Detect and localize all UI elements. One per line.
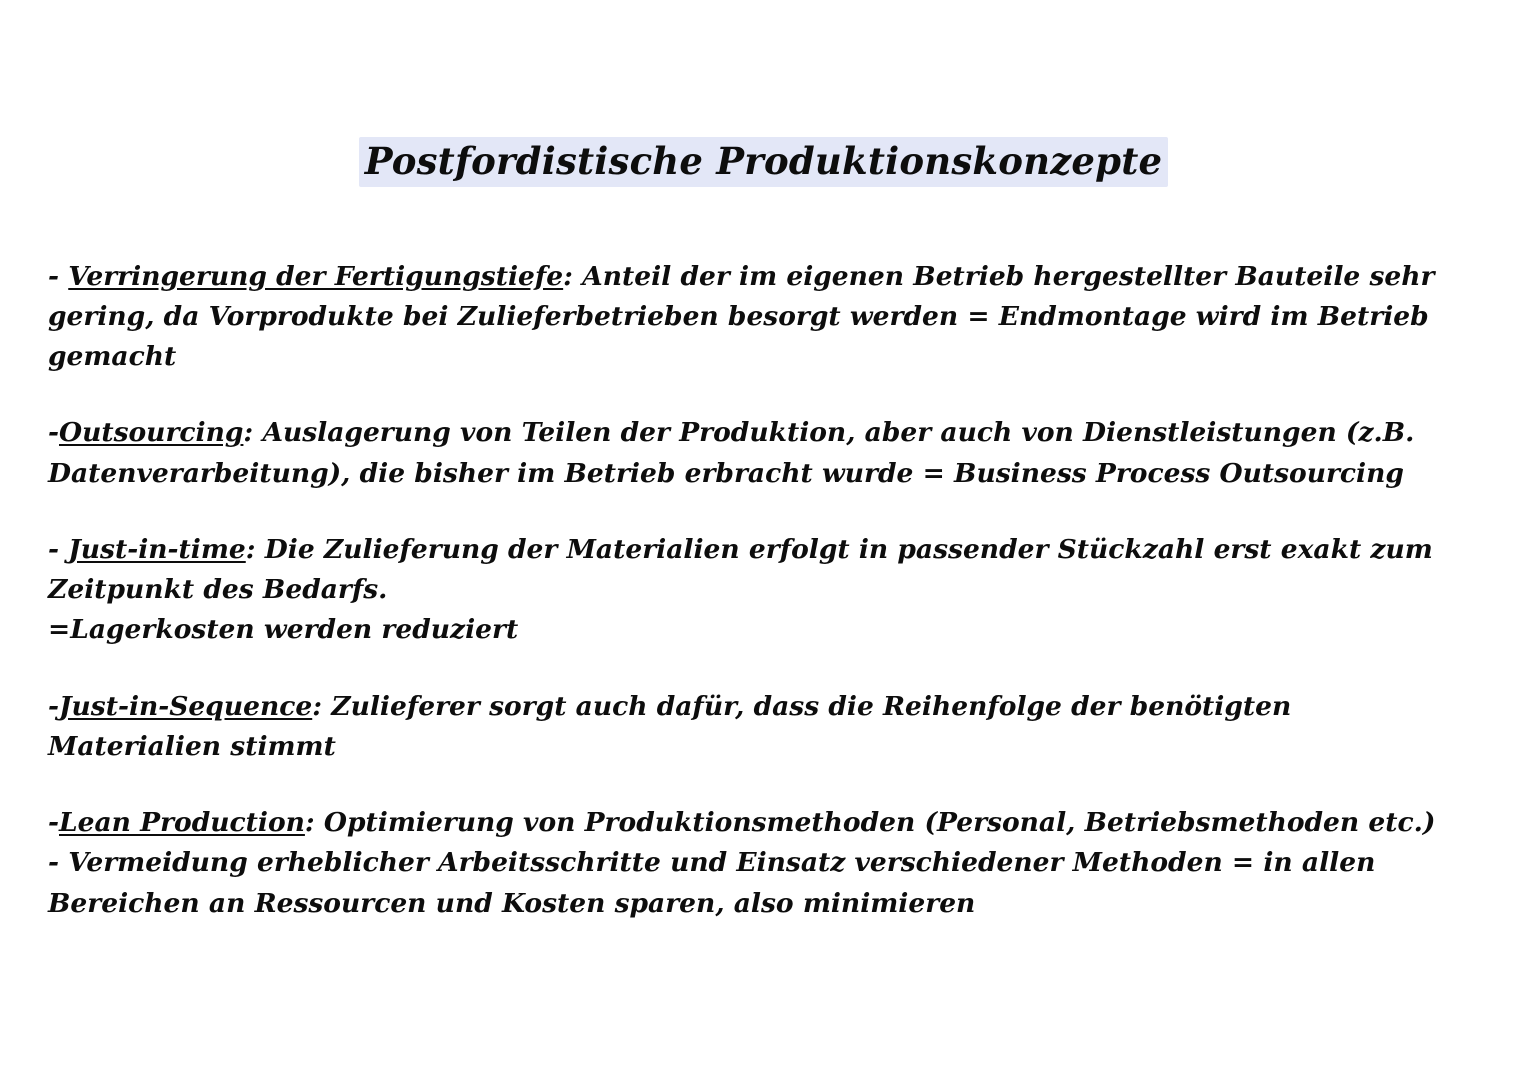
document-body xyxy=(48,257,1479,924)
section-term: Lean Production xyxy=(59,807,305,839)
section-text: Zulieferer sorgt auch dafür, dass die Reihenfolge der benötigten Materialien stimmt xyxy=(48,690,1292,762)
section-separator: : xyxy=(304,807,324,839)
section-bullet: - xyxy=(48,417,59,449)
section-term: Just-in-Sequence xyxy=(59,690,313,722)
section-bullet: - xyxy=(48,807,59,839)
section-verringerung-der-fertigungstiefe xyxy=(48,257,1448,378)
section-text: Anteil der im eigenen Betrieb hergestellter Bauteile sehr gering, da Vorprodukte bei Zulieferbetrieben besorgt werden = Endmontage wird im Betrieb gemacht xyxy=(48,260,1435,373)
section-separator: : xyxy=(312,690,332,722)
section-bullet: - xyxy=(48,533,69,565)
section-term: Just-in-time xyxy=(68,533,246,565)
section-separator: : xyxy=(245,533,265,565)
section-extra-line: =Lagerkosten werden reduziert xyxy=(48,614,519,646)
page-title-text: Postfordistische Produktionskonzepte xyxy=(359,137,1169,187)
section-text: Auslagerung von Teilen der Produktion, aber auch von Dienstleistungen (z.B. Datenverarbeitung), die bisher im Betrieb erbracht wurde = Business Process Outsourcing xyxy=(48,417,1415,489)
section-text: Die Zulieferung der Materialien erfolgt in passender Stückzahl erst exakt zum Zeitpunkt des Bedarfs. xyxy=(48,533,1433,606)
section-outsourcing xyxy=(48,413,1448,494)
section-lean-production xyxy=(48,803,1448,924)
section-text: Optimierung von Produktionsmethoden (Personal, Betriebsmethoden etc.) xyxy=(323,807,1436,839)
section-separator: : xyxy=(243,417,263,449)
section-extra-line: - Vermeidung erheblicher Arbeitsschritte und Einsatz verschiedener Methoden = in allen Bereichen an Ressourcen und Kosten sparen, also minimieren xyxy=(48,847,1376,919)
page-title xyxy=(48,0,1479,183)
section-bullet: - xyxy=(48,260,69,292)
section-bullet: - xyxy=(48,690,59,722)
section-just-in-time xyxy=(48,530,1448,651)
section-term: Outsourcing xyxy=(59,417,244,449)
section-just-in-sequence xyxy=(48,687,1448,768)
section-separator: : xyxy=(563,260,583,292)
section-term: Verringerung der Fertigungstiefe xyxy=(68,260,564,292)
